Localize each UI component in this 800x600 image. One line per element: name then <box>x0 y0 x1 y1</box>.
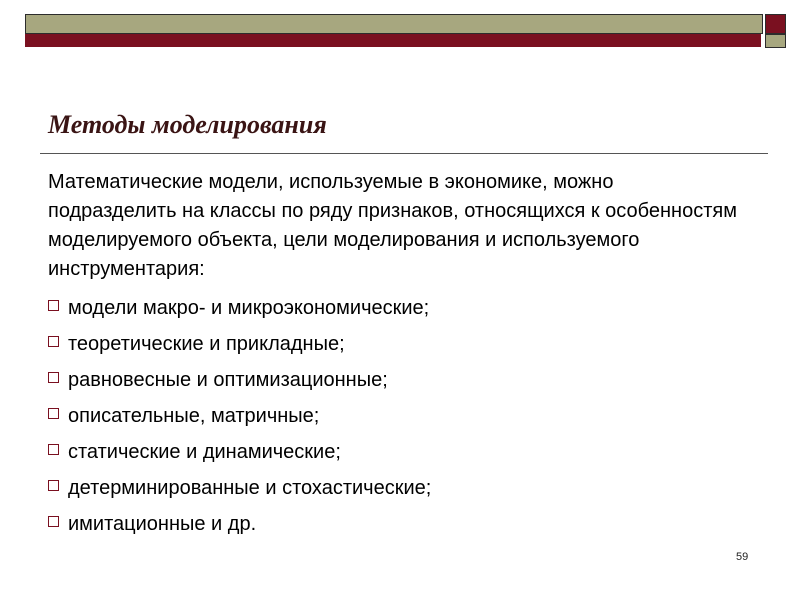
hollow-square-bullet-icon <box>48 372 59 383</box>
bullet-text: описательные, матричные; <box>68 404 320 427</box>
intro-paragraph: Математические модели, используемые в экономике, можно подразделить на классы по ряду признаков, относящихся к особенностям моделируемого объекта, цели моделирования и используемого инструментария: <box>48 171 737 280</box>
list-item <box>48 506 748 542</box>
bullet-text: равновесные и оптимизационные; <box>68 368 388 391</box>
header-bar-maroon <box>25 34 761 47</box>
slide-title: Методы моделирования <box>48 110 327 139</box>
page-number: 59 <box>736 551 749 563</box>
bullet-text: имитационные и др. <box>68 512 257 535</box>
list-item <box>48 470 748 506</box>
bullet-text: статические и динамические; <box>68 440 341 463</box>
bullet-list <box>48 290 748 542</box>
corner-square-olive <box>765 34 786 48</box>
header-bar-olive <box>25 14 763 34</box>
bullet-text: детерминированные и стохастические; <box>68 476 432 499</box>
list-item <box>48 398 748 434</box>
hollow-square-bullet-icon <box>48 480 59 491</box>
hollow-square-bullet-icon <box>48 408 59 419</box>
list-item <box>48 326 748 362</box>
bullet-text: модели макро- и микроэкономические; <box>68 296 430 319</box>
hollow-square-bullet-icon <box>48 444 59 455</box>
corner-square-maroon <box>765 14 786 34</box>
list-item <box>48 290 748 326</box>
hollow-square-bullet-icon <box>48 300 59 311</box>
list-item <box>48 362 748 398</box>
hollow-square-bullet-icon <box>48 336 59 347</box>
list-item <box>48 434 748 470</box>
title-divider <box>40 153 768 154</box>
hollow-square-bullet-icon <box>48 516 59 527</box>
bullet-text: теоретические и прикладные; <box>68 332 345 355</box>
